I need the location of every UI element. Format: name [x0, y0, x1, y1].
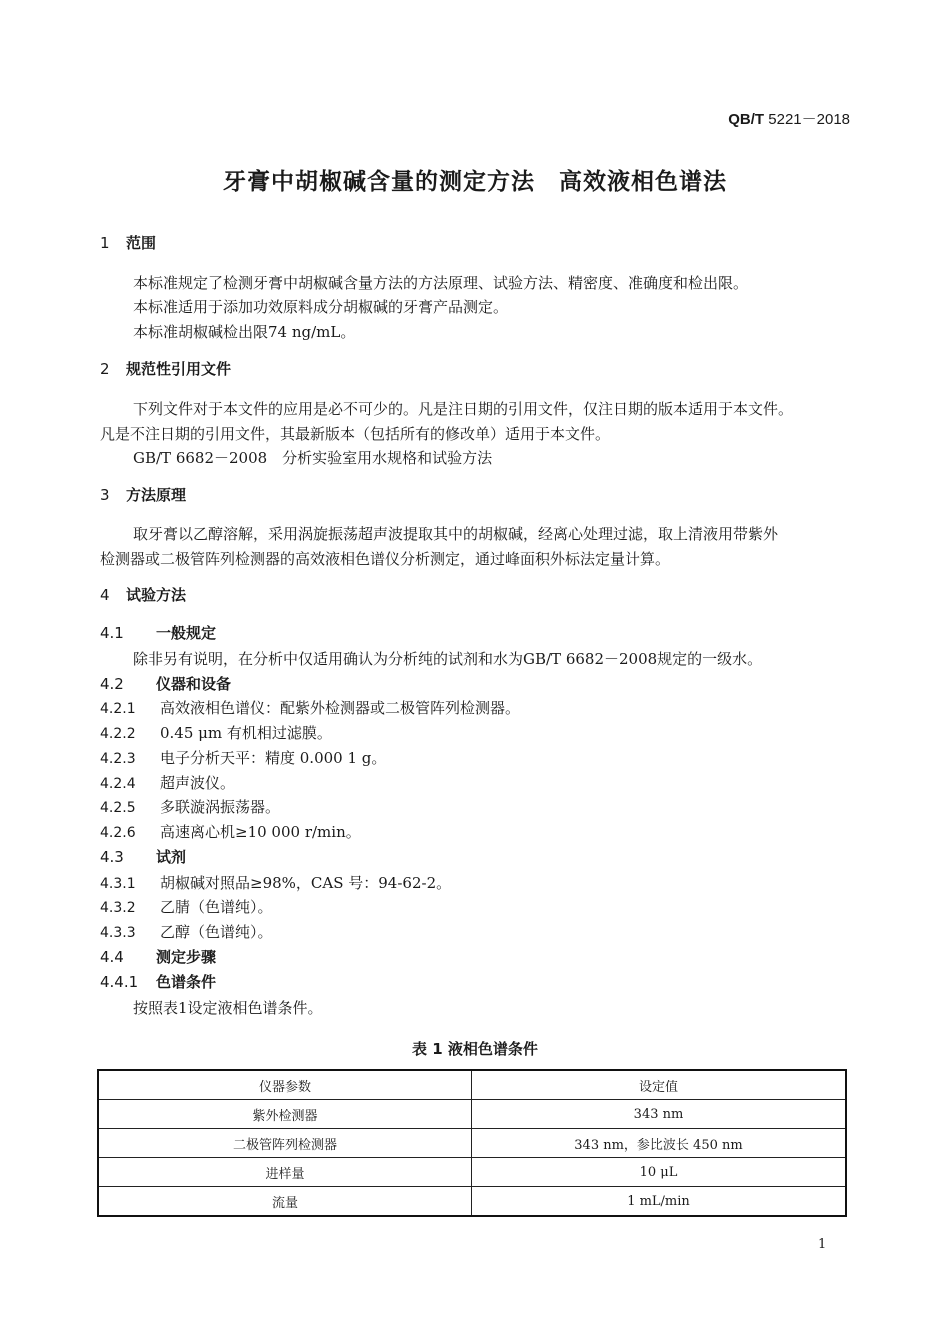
table-row	[98, 1100, 846, 1129]
list-item: 4.2.6 高速离心机≥10 000 r/min。	[100, 823, 361, 841]
section-4-3-heading: 4.3 试剂	[100, 848, 187, 866]
section-4-4-heading: 4.4 测定步骤	[100, 948, 217, 966]
section-3-paragraph: 检测器或二极管阵列检测器的高效液相色谱仪分析测定，通过峰面积外标法定量计算。	[100, 550, 671, 568]
table-cell: 进样量	[98, 1158, 472, 1187]
section-2-paragraph: 凡是不注日期的引用文件，其最新版本（包括所有的修改单）适用于本文件。	[100, 425, 611, 443]
table-cell: 紫外检测器	[98, 1100, 472, 1129]
section-1-paragraph: 本标准适用于添加功效原料成分胡椒碱的牙膏产品测定。	[133, 298, 509, 316]
section-2-heading: 2 规范性引用文件	[100, 360, 232, 378]
table-cell: 343 nm	[472, 1100, 847, 1129]
section-4-1-paragraph: 除非另有说明，在分析中仅适用确认为分析纯的试剂和水为GB/T 6682－2008规定的一级水。	[133, 650, 763, 668]
list-item: 4.2.2 0.45 μm 有机相过滤膜。	[100, 724, 332, 742]
list-item: 4.2.4 超声波仪。	[100, 774, 236, 792]
table-header-cell: 设定值	[472, 1070, 847, 1100]
list-item: 4.3.2 乙腈（色谱纯）。	[100, 898, 273, 916]
table-cell: 二极管阵列检测器	[98, 1129, 472, 1158]
list-item: 4.3.1 胡椒碱对照品≥98%，CAS 号：94-62-2。	[100, 874, 452, 892]
table-row	[98, 1129, 846, 1158]
normative-reference: GB/T 6682－2008 分析实验室用水规格和试验方法	[133, 449, 493, 467]
table-row	[98, 1158, 846, 1187]
list-item: 4.3.3 乙醇（色谱纯）。	[100, 923, 273, 941]
document-title: 牙膏中胡椒碱含量的测定方法 高效液相色谱法	[223, 169, 727, 195]
list-item: 4.2.5 多联漩涡振荡器。	[100, 798, 281, 816]
section-4-heading: 4 试验方法	[100, 586, 187, 604]
table-row	[98, 1187, 846, 1217]
section-4-4-1-heading: 4.4.1 色谱条件	[100, 973, 217, 991]
section-1-paragraph: 本标准胡椒碱检出限74 ng/mL。	[133, 323, 356, 341]
section-3-heading: 3 方法原理	[100, 486, 187, 504]
list-item: 4.2.1 高效液相色谱仪：配紫外检测器或二极管阵列检测器。	[100, 699, 521, 717]
table-cell: 343 nm，参比波长 450 nm	[472, 1129, 847, 1158]
section-3-paragraph: 取牙膏以乙醇溶解，采用涡旋振荡超声波提取其中的胡椒碱，经离心处理过滤，取上清液用带紫外	[133, 525, 779, 543]
table-header-cell: 仪器参数	[98, 1070, 472, 1100]
list-item: 4.2.3 电子分析天平：精度 0.000 1 g。	[100, 749, 387, 767]
page-number: 1	[818, 1237, 827, 1252]
section-4-4-1-paragraph: 按照表1设定液相色谱条件。	[133, 999, 323, 1017]
chromatography-conditions-table	[97, 1069, 847, 1217]
table-cell: 流量	[98, 1187, 472, 1217]
section-1-paragraph: 本标准规定了检测牙膏中胡椒碱含量方法的方法原理、试验方法、精密度、准确度和检出限。	[133, 274, 749, 292]
section-2-paragraph: 下列文件对于本文件的应用是必不可少的。凡是注日期的引用文件，仅注日期的版本适用于本文件。	[133, 400, 794, 418]
table-cell: 10 μL	[472, 1158, 847, 1187]
table-header-row	[98, 1070, 846, 1100]
table-cell: 1 mL/min	[472, 1187, 847, 1217]
standard-code: QB/T 5221－2018	[728, 111, 850, 128]
section-1-heading: 1 范围	[100, 234, 157, 252]
section-4-1-heading: 4.1 一般规定	[100, 624, 217, 642]
section-4-2-heading: 4.2 仪器和设备	[100, 675, 232, 693]
table-caption: 表 1 液相色谱条件	[412, 1040, 538, 1058]
